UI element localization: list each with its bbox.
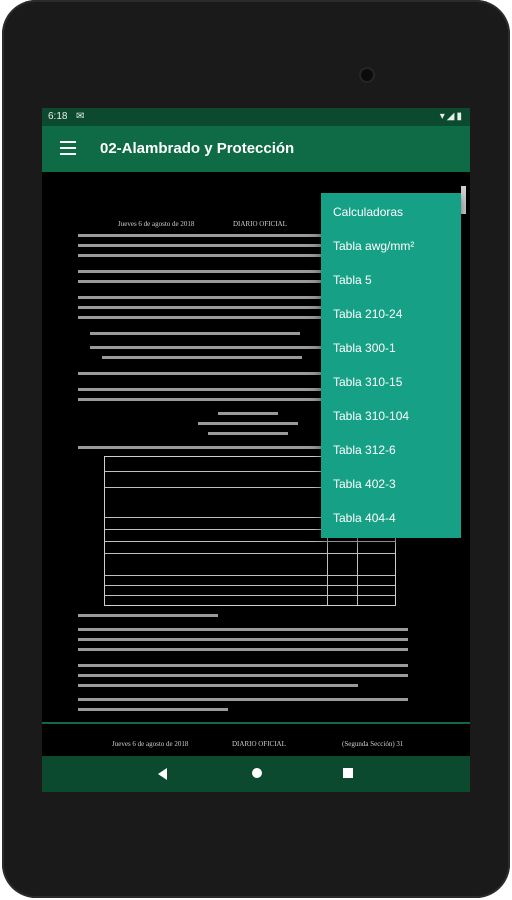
text-line [78,398,328,401]
menu-item-calculadoras[interactable]: Calculadoras [333,205,404,219]
text-line [78,648,408,651]
text-line [208,432,288,435]
navigation-bar [42,756,470,792]
text-line [102,356,302,359]
text-line [78,684,358,687]
text-line [78,708,228,711]
device-screen [42,108,470,792]
menu-item-tabla-310-104[interactable]: Tabla 310-104 [333,409,410,423]
menu-item-tabla-300-1[interactable]: Tabla 300-1 [333,341,396,355]
menu-item-tabla-5[interactable]: Tabla 5 [333,273,372,287]
menu-item-tabla-404-4[interactable]: Tabla 404-4 [333,511,396,525]
doc-header-center: DIARIO OFICIAL [233,220,287,228]
page-title: 02-Alambrado y Protección [100,140,295,157]
status-icons: ▾◢▮ [439,111,464,122]
home-icon[interactable] [252,768,262,778]
menu-item-tabla-310-15[interactable]: Tabla 310-15 [333,375,403,389]
text-line [90,332,300,335]
doc-footer-left: Jueves 6 de agosto de 2018 [112,740,189,748]
menu-item-tabla-312-6[interactable]: Tabla 312-6 [333,443,396,457]
text-line [78,638,408,641]
front-camera [361,69,373,81]
status-time: 6:18 [48,111,68,122]
text-line [198,422,298,425]
hamburger-menu-icon[interactable] [60,141,76,155]
document-footer [42,724,470,756]
text-line [78,614,218,617]
text-line [78,628,408,631]
notification-icon: ✉ [76,111,85,122]
menu-item-tabla-210-24[interactable]: Tabla 210-24 [333,307,403,321]
dropdown-menu [321,193,461,538]
pdf-viewer[interactable] [42,172,470,722]
menu-item-tabla-402-3[interactable]: Tabla 402-3 [333,477,396,491]
back-icon[interactable] [158,768,167,780]
text-line [78,674,408,677]
app-bar [42,126,470,172]
doc-footer-right: (Segunda Sección) 31 [342,740,404,748]
text-line [78,698,408,701]
scrollbar-thumb[interactable] [461,186,466,214]
doc-footer-center: DIARIO OFICIAL [232,740,286,748]
text-line [218,412,278,415]
menu-item-tabla-awg-mm2[interactable]: Tabla awg/mm² [333,239,415,253]
text-line [78,664,408,667]
doc-header-left: Jueves 6 de agosto de 2018 [118,220,195,228]
recent-apps-icon[interactable] [343,768,353,778]
status-bar [42,108,470,126]
